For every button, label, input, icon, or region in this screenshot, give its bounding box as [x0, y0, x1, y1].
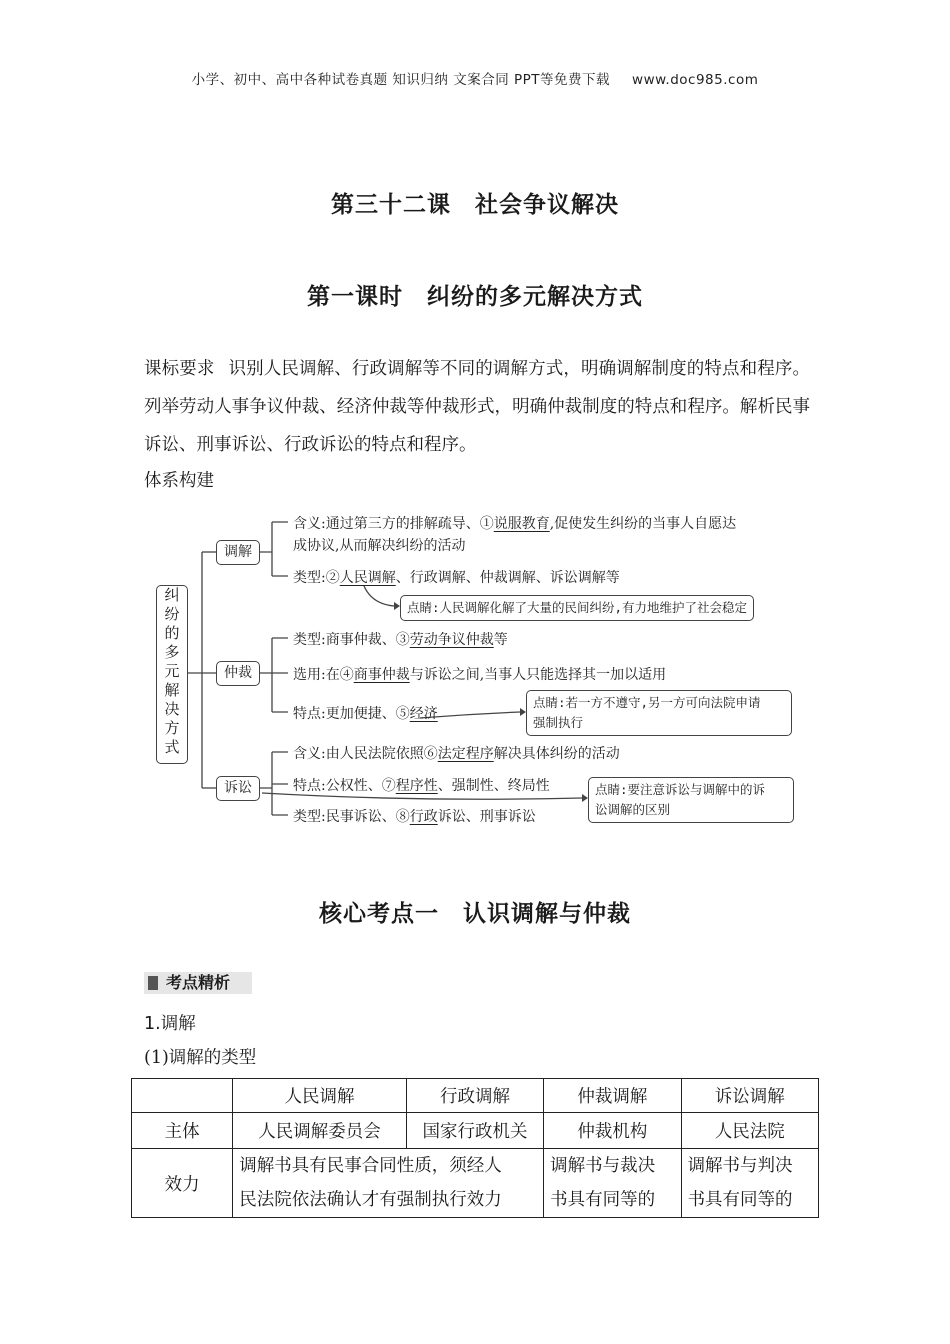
answer-blank: 法定程序 — [437, 746, 494, 762]
table-cell: 仲裁机构 — [544, 1113, 681, 1149]
note-line: 点睛:若一方不遵守,另一方可向法院申请 — [533, 695, 761, 710]
mediation-table — [131, 1078, 819, 1218]
table-cell: 主体 — [132, 1113, 233, 1149]
text: 选用:在④ — [293, 667, 354, 683]
cell-line: 书具有同等的 — [550, 1190, 656, 1210]
core-title: 核心考点一 认识调解与仲裁 — [319, 901, 631, 927]
text: 特点:公权性、⑦ — [293, 778, 396, 794]
table-header-cell — [132, 1079, 233, 1113]
zhongcai-type — [293, 629, 508, 649]
zhongcai-choose — [293, 664, 666, 684]
root-node — [156, 585, 188, 764]
table-header-cell: 仲裁调解 — [544, 1079, 681, 1113]
table-cell: 人民调解委员会 — [233, 1113, 407, 1149]
text: 含义:由人民法院依照⑥ — [293, 746, 438, 762]
table-cell: 效力 — [132, 1149, 233, 1218]
cell-line: 调解书与裁决 — [550, 1156, 656, 1176]
text: 特点:更加便捷、⑤ — [293, 706, 410, 722]
note-line: 强制执行 — [533, 715, 584, 730]
susong-meaning — [293, 743, 620, 763]
tiaojie-type — [293, 567, 620, 587]
answer-blank: 人民调解 — [339, 570, 396, 586]
root-char: 解 — [164, 681, 180, 699]
root-char: 纷 — [164, 605, 180, 623]
answer-blank: 行政 — [409, 809, 438, 825]
table-header-cell: 人民调解 — [233, 1079, 407, 1113]
cell-line: 民法院依法确认才有强制执行效力 — [239, 1190, 502, 1210]
table-header-cell: 行政调解 — [406, 1079, 543, 1113]
node-zhongcai: 仲裁 — [216, 661, 260, 686]
table-row — [132, 1113, 819, 1149]
susong-feature — [293, 775, 550, 795]
text: 含义:通过第三方的排解疏导、① — [293, 516, 494, 532]
root-char: 式 — [164, 738, 180, 756]
section-badge — [144, 972, 252, 994]
node-susong: 诉讼 — [216, 776, 260, 801]
table-cell — [233, 1149, 544, 1218]
answer-blank: 劳动争议仲裁 — [409, 632, 494, 648]
cell-line: 书具有同等的 — [687, 1190, 793, 1210]
table-cell — [681, 1149, 818, 1218]
zhongcai-note — [526, 690, 792, 736]
tiaojie-meaning — [293, 513, 736, 533]
answer-blank: 经济 — [409, 706, 438, 722]
badge-marker — [148, 976, 158, 990]
table-row — [132, 1149, 819, 1218]
text: 、强制性、终局性 — [437, 778, 550, 794]
subsection-heading: (1)调解的类型 — [144, 1048, 257, 1068]
root-char: 决 — [164, 700, 180, 718]
text: 类型:民事诉讼、⑧ — [293, 809, 410, 825]
section-heading: 1.调解 — [144, 1014, 196, 1034]
susong-note — [588, 777, 794, 823]
table-cell: 人民法院 — [681, 1113, 818, 1149]
text: ,促使发生纠纷的当事人自愿达 — [549, 516, 737, 532]
badge-label: 考点精析 — [166, 973, 231, 992]
root-char: 方 — [164, 719, 180, 737]
header-text: 小学、初中、高中各种试卷真题 知识归纳 文案合同 PPT等免费下载 — [191, 72, 611, 88]
text: 解决具体纠纷的活动 — [493, 746, 620, 762]
root-char: 的 — [164, 624, 180, 642]
text: 类型:② — [293, 570, 340, 586]
table-cell: 国家行政机关 — [406, 1113, 543, 1149]
table-header-row — [132, 1079, 819, 1113]
text: 诉讼、刑事诉讼 — [437, 809, 536, 825]
header-url[interactable]: www.doc985.com — [632, 72, 759, 88]
text: 、行政调解、仲裁调解、诉讼调解等 — [395, 570, 620, 586]
note-line: 讼调解的区别 — [595, 802, 671, 817]
standard-label: 课标要求 — [144, 359, 215, 379]
answer-blank: 商事仲裁 — [353, 667, 410, 683]
tiaojie-meaning-cont: 成协议,从而解决纠纷的活动 — [293, 538, 466, 554]
root-char: 多 — [164, 643, 180, 661]
tiaojie-note: 点睛:人民调解化解了大量的民间纠纷,有力地维护了社会稳定 — [400, 595, 754, 621]
text: 类型:商事仲裁、③ — [293, 632, 410, 648]
text: 与诉讼之间,当事人只能选择其一加以适用 — [409, 667, 667, 683]
note-line: 点睛:要注意诉讼与调解中的诉 — [595, 782, 766, 797]
table-cell — [544, 1149, 681, 1218]
lesson-title: 第三十二课 社会争议解决 — [331, 192, 619, 218]
system-label: 体系构建 — [144, 471, 214, 491]
text: 等 — [493, 632, 508, 648]
answer-blank: 程序性 — [395, 778, 438, 794]
zhongcai-feature — [293, 703, 438, 723]
period-title: 第一课时 纠纷的多元解决方式 — [307, 284, 643, 310]
susong-type — [293, 806, 536, 826]
table-header-cell: 诉讼调解 — [681, 1079, 818, 1113]
cell-line: 调解书与判决 — [687, 1156, 793, 1176]
root-char: 纠 — [164, 586, 180, 604]
answer-blank: 说服教育 — [493, 516, 550, 532]
root-char: 元 — [164, 662, 180, 680]
node-tiaojie: 调解 — [216, 540, 260, 565]
standard-text: 识别人民调解、行政调解等不同的调解方式，明确调解制度的特点和程序。列举劳动人事争议仲裁、经济仲裁等仲裁形式，明确仲裁制度的特点和程序。解析民事诉讼、刑事诉讼、行政诉讼的特点和程序。 — [144, 359, 810, 455]
cell-line: 调解书具有民事合同性质，须经人 — [239, 1156, 502, 1176]
